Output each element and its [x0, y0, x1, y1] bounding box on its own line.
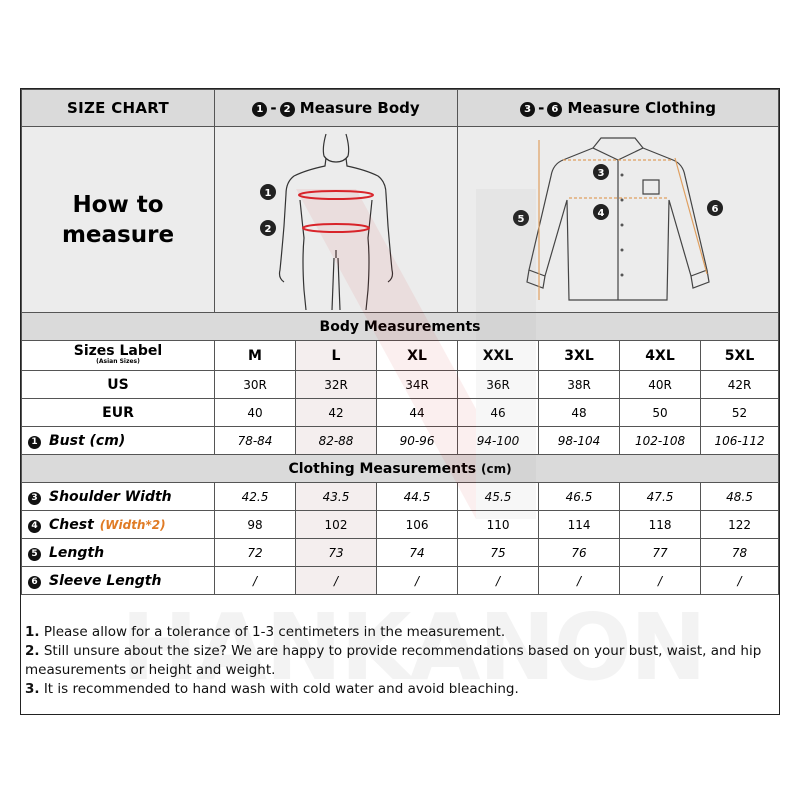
body-measurements-header — [22, 313, 779, 341]
table-cell: 94-100 — [458, 427, 539, 455]
marker-4-label: 4 — [597, 207, 605, 219]
note-item — [25, 680, 777, 699]
table-cell: 73 — [296, 539, 377, 567]
table-cell: 48.5 — [701, 483, 779, 511]
row-label — [22, 539, 215, 567]
table-cell: 52 — [701, 399, 779, 427]
table-cell: 74 — [377, 539, 458, 567]
table-cell: / — [296, 567, 377, 595]
size-cell: 4XL — [620, 341, 701, 371]
size-cell: 3XL — [539, 341, 620, 371]
clothing-unit: (cm) — [481, 461, 512, 476]
table-cell: 98 — [215, 511, 296, 539]
length-label: Length — [49, 544, 105, 561]
length-row — [22, 539, 779, 567]
table-cell: 118 — [620, 511, 701, 539]
body-figure-icon — [256, 130, 416, 310]
table-cell: 106-112 — [701, 427, 779, 455]
note-number: 3. — [25, 681, 40, 697]
note-number: 1. — [25, 624, 40, 640]
size-cell: L — [296, 341, 377, 371]
bust-number-badge: 1 — [28, 436, 41, 449]
table-cell: / — [377, 567, 458, 595]
row-label — [22, 483, 215, 511]
marker-2-label: 2 — [264, 223, 272, 235]
table-cell: 42.5 — [215, 483, 296, 511]
table-cell: 45.5 — [458, 483, 539, 511]
note-text: Still unsure about the size? We are happy to provide recommendations based on your bust, waist, and hip measurements or height and weight. — [25, 643, 762, 678]
row-label: US — [22, 371, 215, 399]
sizes-label-cell — [22, 341, 215, 371]
table-cell: 46.5 — [539, 483, 620, 511]
note-number: 2. — [25, 643, 40, 659]
shoulder-row — [22, 483, 779, 511]
sleeve-measure-line — [675, 158, 707, 274]
how-to-measure-cell — [22, 127, 215, 313]
chest-width-note: (Width*2) — [99, 517, 166, 532]
shirt-diagram-cell — [458, 127, 779, 313]
row-label — [22, 511, 215, 539]
table-cell: 32R — [296, 371, 377, 399]
clothing-measurements-header — [22, 455, 779, 483]
table-cell: 48 — [539, 399, 620, 427]
waist-measure-line — [303, 224, 369, 232]
note-text: It is recommended to hand wash with cold water and avoid bleaching. — [43, 681, 519, 697]
marker-3-label: 3 — [597, 167, 605, 179]
sizes-row — [22, 341, 779, 371]
size-cell: XL — [377, 341, 458, 371]
size-chart-table — [21, 89, 779, 595]
bust-row — [22, 427, 779, 455]
table-cell: 46 — [458, 399, 539, 427]
table-cell: / — [215, 567, 296, 595]
table-cell: / — [620, 567, 701, 595]
table-cell: 90-96 — [377, 427, 458, 455]
table-cell: 34R — [377, 371, 458, 399]
size-cell: 5XL — [701, 341, 779, 371]
table-cell: 102-108 — [620, 427, 701, 455]
table-cell: 43.5 — [296, 483, 377, 511]
table-cell: 114 — [539, 511, 620, 539]
table-cell: / — [539, 567, 620, 595]
table-cell: 50 — [620, 399, 701, 427]
step-1-badge: 1 — [252, 102, 267, 117]
measure-body-header — [215, 90, 458, 127]
row-label: EUR — [22, 399, 215, 427]
sleeve-number-badge: 6 — [28, 576, 41, 589]
step-dash: - — [270, 99, 277, 117]
step-3-badge: 3 — [520, 102, 535, 117]
diagram-row — [22, 127, 779, 313]
size-chart-sheet — [20, 88, 780, 715]
table-cell: 40R — [620, 371, 701, 399]
row-label — [22, 567, 215, 595]
table-cell: 40 — [215, 399, 296, 427]
shirt-figure-icon — [493, 130, 743, 310]
table-cell: 44.5 — [377, 483, 458, 511]
sleeve-row — [22, 567, 779, 595]
table-cell: 72 — [215, 539, 296, 567]
step-2-badge: 2 — [280, 102, 295, 117]
step-dash: - — [538, 99, 545, 117]
length-number-badge: 5 — [28, 548, 41, 561]
table-cell: 38R — [539, 371, 620, 399]
table-cell: 106 — [377, 511, 458, 539]
body-diagram-cell — [215, 127, 458, 313]
table-cell: 98-104 — [539, 427, 620, 455]
table-cell: 82-88 — [296, 427, 377, 455]
bust-measure-line — [299, 191, 373, 199]
size-chart-title: SIZE CHART — [22, 90, 215, 127]
body-measurements-title: Body Measurements — [22, 313, 779, 341]
table-cell: 47.5 — [620, 483, 701, 511]
how-to-line-1: How to — [72, 191, 164, 218]
table-cell: 75 — [458, 539, 539, 567]
size-cell: M — [215, 341, 296, 371]
table-cell: 42 — [296, 399, 377, 427]
table-cell: 78 — [701, 539, 779, 567]
table-cell: 77 — [620, 539, 701, 567]
measure-body-label: Measure Body — [299, 99, 420, 117]
size-cell: XXL — [458, 341, 539, 371]
measure-clothing-label: Measure Clothing — [567, 99, 717, 117]
table-cell: 42R — [701, 371, 779, 399]
measure-clothing-header — [458, 90, 779, 127]
chest-row — [22, 511, 779, 539]
how-to-line-2: measure — [61, 221, 175, 248]
sleeve-label: Sleeve Length — [49, 572, 162, 589]
step-6-badge: 6 — [547, 102, 562, 117]
table-cell: 110 — [458, 511, 539, 539]
notes-section — [25, 623, 777, 699]
table-cell: / — [701, 567, 779, 595]
marker-5-label: 5 — [517, 213, 525, 225]
clothing-measurements-cell — [22, 455, 779, 483]
sizes-label: Sizes Label — [73, 343, 163, 359]
note-text: Please allow for a tolerance of 1-3 centimeters in the measurement. — [43, 624, 506, 640]
table-cell: 122 — [701, 511, 779, 539]
table-cell: 78-84 — [215, 427, 296, 455]
bust-label: Bust (cm) — [49, 432, 126, 449]
row-label — [22, 427, 215, 455]
sizes-sublabel: (Asian Sizes) — [96, 358, 140, 365]
table-cell: 76 — [539, 539, 620, 567]
table-cell: 30R — [215, 371, 296, 399]
chest-label: Chest — [49, 516, 94, 533]
note-item — [25, 642, 777, 680]
marker-6-label: 6 — [711, 203, 719, 215]
shoulder-label: Shoulder Width — [49, 488, 172, 505]
header-row — [22, 90, 779, 127]
shoulder-number-badge: 3 — [28, 492, 41, 505]
marker-1-label: 1 — [264, 187, 272, 199]
table-cell: 102 — [296, 511, 377, 539]
table-cell: 44 — [377, 399, 458, 427]
table-cell: 36R — [458, 371, 539, 399]
clothing-measurements-title: Clothing Measurements — [288, 460, 477, 477]
eur-row — [22, 399, 779, 427]
how-to-measure-title — [22, 190, 214, 250]
table-cell: / — [458, 567, 539, 595]
chest-number-badge: 4 — [28, 520, 41, 533]
us-row — [22, 371, 779, 399]
note-item — [25, 623, 777, 642]
